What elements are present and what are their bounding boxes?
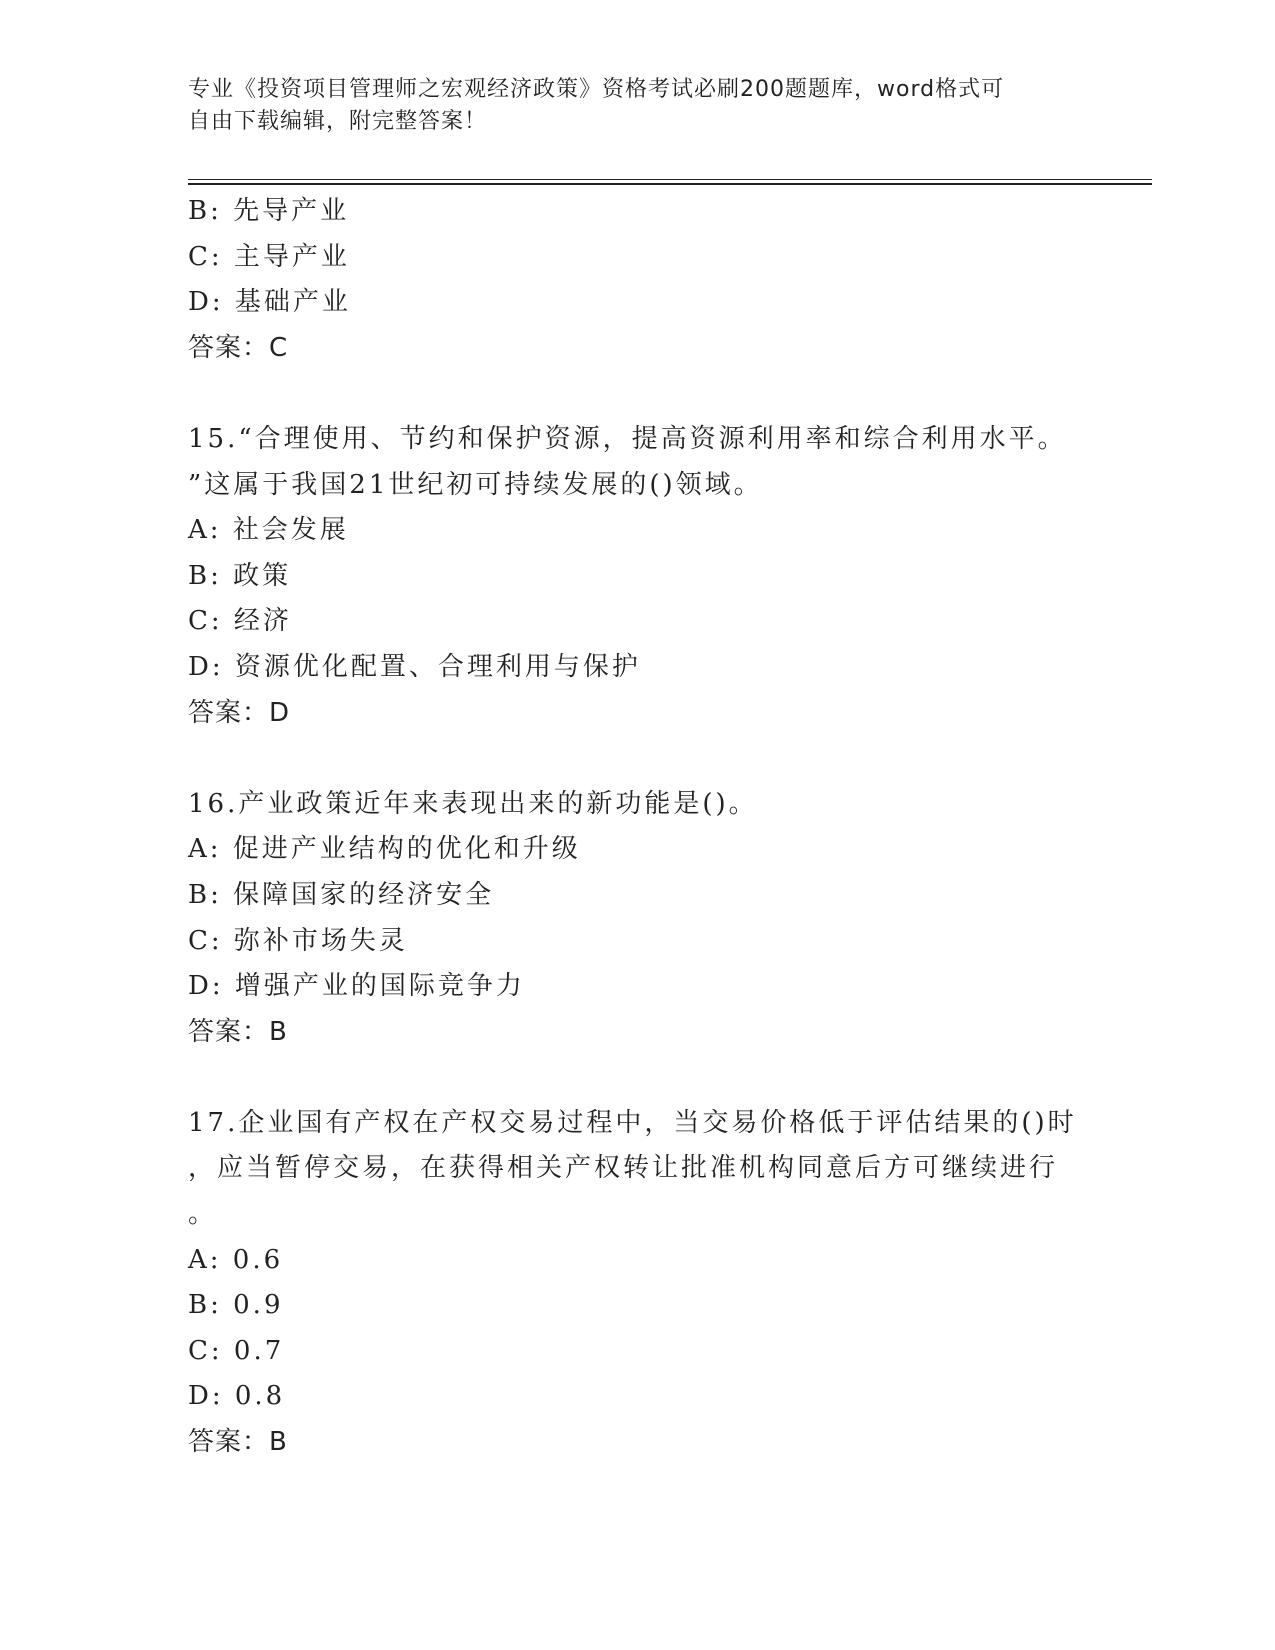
question-16 xyxy=(188,782,1088,1056)
answer: 答案：C xyxy=(188,332,289,363)
question-14-tail xyxy=(188,189,1088,371)
answer: 答案：D xyxy=(188,697,291,728)
header-divider-thin xyxy=(188,179,1152,180)
question-stem: 15.“合理使用、节约和保护资源，提高资源利用率和综合利用水平。 xyxy=(188,423,1067,454)
question-stem: 17.企业国有产权在产权交易过程中，当交易价格低于评估结果的()时 xyxy=(188,1107,1077,1138)
question-stem: ，应当暂停交易，在获得相关产权转让批准机构同意后方可继续进行 xyxy=(188,1153,1059,1184)
answer: 答案：B xyxy=(188,1427,288,1458)
spacer xyxy=(188,736,1088,782)
option-d: D: 资源优化配置、合理利用与保护 xyxy=(188,651,641,682)
question-list xyxy=(188,189,1088,1466)
option-b: B: 0.9 xyxy=(188,1290,284,1321)
option-a: A: 0.6 xyxy=(188,1244,284,1275)
option-d: D: 增强产业的国际竞争力 xyxy=(188,971,525,1002)
option-b: B: 政策 xyxy=(188,560,292,591)
option-a: A: 社会发展 xyxy=(188,515,349,546)
question-stem: ”这属于我国21世纪初可持续发展的()领域。 xyxy=(188,469,763,500)
option-c: C: 0.7 xyxy=(188,1335,285,1366)
option-b: B: 保障国家的经济安全 xyxy=(188,879,495,910)
question-17 xyxy=(188,1101,1088,1466)
header-line-1: 专业《投资项目管理师之宏观经济政策》资格考试必刷200题题库，word格式可 xyxy=(188,77,1005,102)
option-d: D: 基础产业 xyxy=(188,287,351,318)
spacer xyxy=(188,1055,1088,1101)
question-stem: 16.产业政策近年来表现出来的新功能是()。 xyxy=(188,788,758,819)
question-15 xyxy=(188,417,1088,736)
option-a: A: 促进产业结构的优化和升级 xyxy=(188,834,581,865)
option-b: B: 先导产业 xyxy=(188,196,350,226)
spacer xyxy=(188,371,1088,417)
option-d: D: 0.8 xyxy=(188,1381,286,1412)
option-c: C: 主导产业 xyxy=(188,241,350,272)
document-header xyxy=(188,74,1088,138)
header-line-2: 自由下载编辑，附完整答案！ xyxy=(188,109,488,134)
option-c: C: 经济 xyxy=(188,606,292,637)
option-c: C: 弥补市场失灵 xyxy=(188,925,408,956)
header-divider-thick xyxy=(188,183,1152,185)
question-stem: 。 xyxy=(188,1199,218,1230)
answer: 答案：B xyxy=(188,1016,288,1047)
